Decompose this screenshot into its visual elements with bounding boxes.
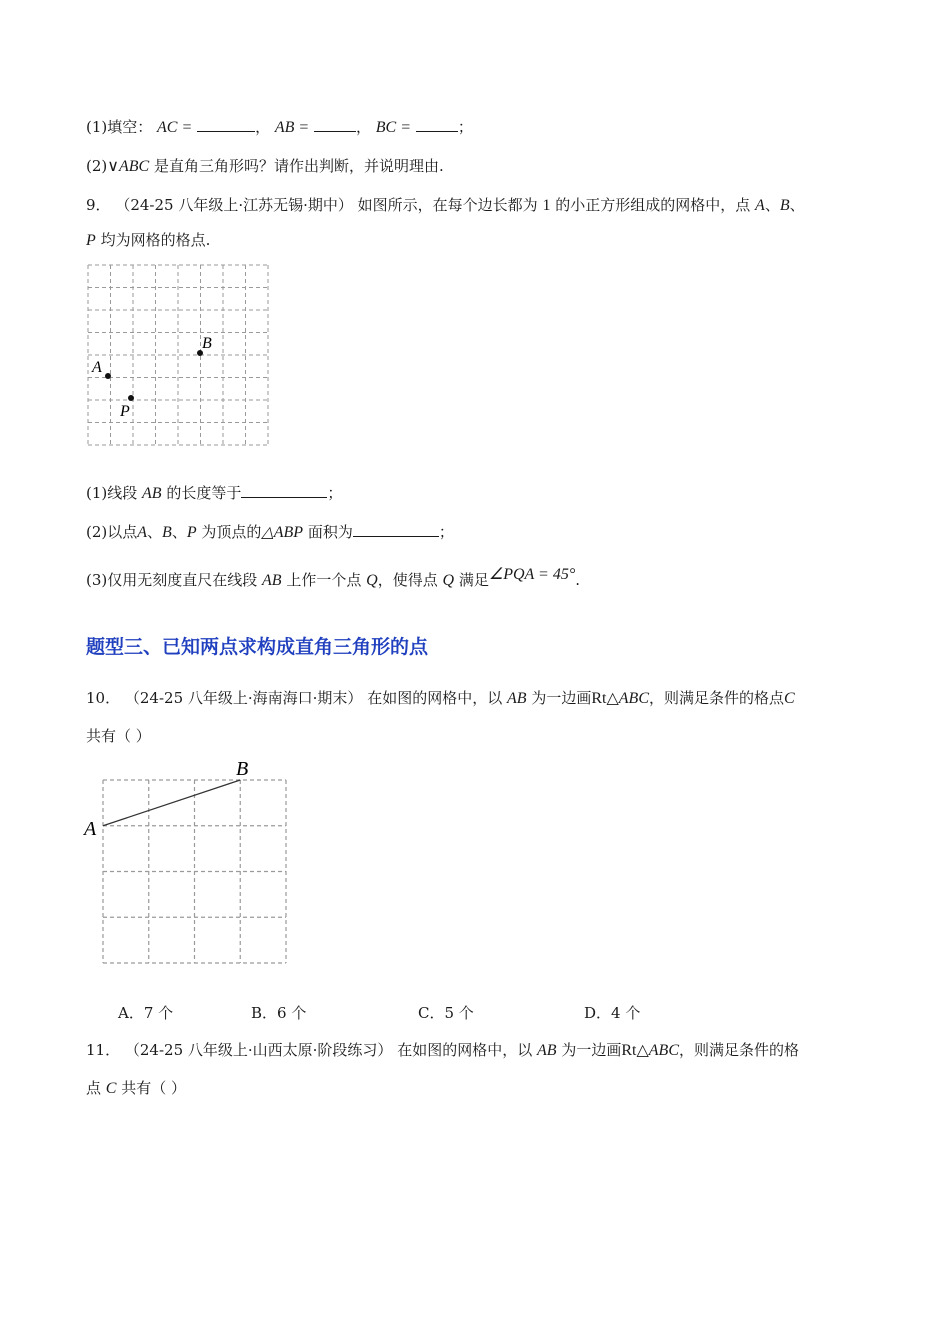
q10-grid-lines	[103, 780, 286, 963]
question-source: （24-25 八年级上·江苏无锡·期中）	[115, 196, 353, 214]
q10-grid-figure	[80, 756, 295, 971]
section-heading: 题型三、已知两点求构成直角三角形的点	[86, 636, 429, 658]
q11-stem-line2: 点 C 共有（ ）	[86, 1079, 187, 1097]
segment-ab	[103, 780, 240, 826]
label-a: A	[84, 818, 97, 840]
question-number: 11．	[86, 1041, 121, 1059]
option-c[interactable]: C．5 个	[418, 1004, 474, 1022]
label-b: B	[202, 335, 212, 352]
option-d[interactable]: D．4 个	[584, 1004, 641, 1022]
q8-part2: (2)∨ABC 是直角三角形吗？请作出判断，并说明理由.	[86, 157, 444, 175]
option-a[interactable]: A．7 个	[118, 1004, 174, 1022]
answer-blank[interactable]	[241, 483, 327, 498]
question-number: 10．	[86, 689, 121, 707]
label-b: B	[236, 758, 249, 780]
q9-stem-line2: P 均为网格的格点.	[86, 231, 211, 249]
q9-sub1: (1)线段 AB 的长度等于 ；	[86, 484, 343, 502]
question-source: （24-25 八年级上·山西太原·阶段练习）	[124, 1041, 393, 1059]
q9-sub2: (2)以点A、B、P 为顶点的△ABP 面积为 ；	[86, 523, 454, 541]
label-a: A	[92, 359, 102, 376]
q8-eq-ac: AC =	[157, 119, 193, 136]
point-a	[105, 373, 111, 379]
q9-sub3: (3)仅用无刻度直尺在线段 AB 上作一个点 Q，使得点 Q 满足∠PQA = 45°.	[86, 566, 581, 589]
answer-blank[interactable]	[416, 117, 458, 132]
answer-blank[interactable]	[353, 522, 439, 537]
q10-stem: 10． （24-25 八年级上·海南海口·期末） 在如图的网格中，以 AB 为一边画Rt△ABC，则满足条件的格点C	[86, 689, 795, 707]
q8-part1-label: (1)填空：	[86, 118, 153, 136]
point-p	[128, 395, 134, 401]
answer-blank[interactable]	[197, 117, 255, 132]
question-number: 9．	[86, 196, 111, 214]
option-b[interactable]: B．6 个	[251, 1004, 307, 1022]
q8-part1: (1)填空： AC = ， AB = ， BC = ；	[86, 118, 473, 136]
question-source: （24-25 八年级上·海南海口·期末）	[124, 689, 363, 707]
q8-eq-ab: AB =	[274, 119, 310, 136]
q9-grid-lines	[88, 265, 268, 445]
q9-grid-figure	[80, 258, 280, 454]
answer-blank[interactable]	[314, 117, 356, 132]
q11-stem: 11． （24-25 八年级上·山西太原·阶段练习） 在如图的网格中，以 AB 为一边画Rt△ABC，则满足条件的格	[86, 1041, 800, 1059]
q10-stem-line2: 共有（ ）	[86, 727, 151, 745]
q10-options	[0, 1002, 950, 1022]
label-p: P	[120, 403, 130, 420]
q8-eq-bc: BC =	[375, 119, 412, 136]
q9-stem: 9． （24-25 八年级上·江苏无锡·期中） 如图所示，在每个边长都为 1 的小正方形组成的网格中，点 A、B、	[86, 196, 805, 214]
